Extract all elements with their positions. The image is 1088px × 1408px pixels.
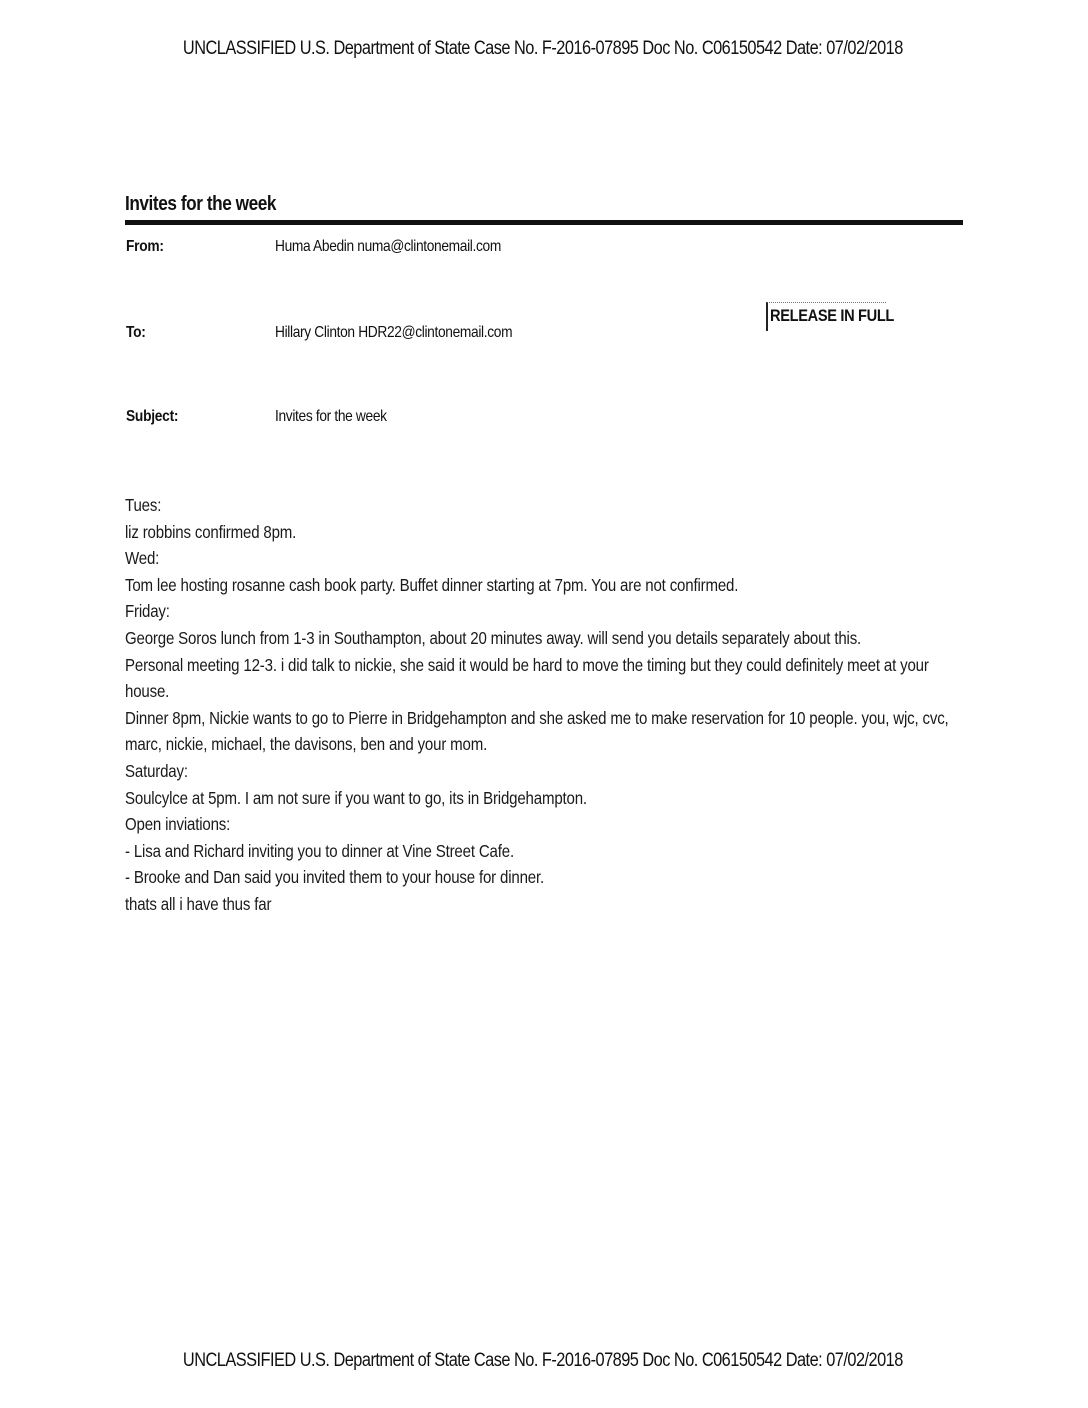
body-line: Dinner 8pm, Nickie wants to go to Pierre in Bridgehampton and she asked me to make reservation for 10 people. you, wjc, cvc, [125, 707, 949, 728]
classification-banner-top: UNCLASSIFIED U.S. Department of State Case No. F-2016-07895 Doc No. C06150542 Date: 07/02/2018 [182, 38, 903, 59]
subject-value: Invites for the week [275, 408, 387, 425]
body-line: Tues: [125, 495, 162, 515]
body-line: Tom lee hosting rosanne cash book party. Buffet dinner starting at 7pm. You are not confirmed. [125, 574, 739, 595]
body-line: Open inviations: [125, 814, 231, 835]
release-stamp [766, 302, 894, 331]
body-line: Soulcylce at 5pm. I am not sure if you want to go, its in Bridgehampton. [125, 787, 587, 808]
email-body [125, 492, 1019, 918]
body-line: Friday: [125, 601, 170, 622]
title-divider [125, 220, 963, 225]
body-line: Personal meeting 12-3. i did talk to nickie, she said it would be hard to move the timing but they could definitely meet at your [125, 654, 929, 675]
body-line: Wed: [125, 548, 160, 569]
body-line: Saturday: [125, 760, 188, 781]
body-line: house. [125, 681, 170, 702]
body-line: - Lisa and Richard inviting you to dinner at Vine Street Cafe. [125, 840, 514, 861]
body-line: marc, nickie, michael, the davisons, ben and your mom. [125, 734, 488, 755]
classification-banner-bottom: UNCLASSIFIED U.S. Department of State Case No. F-2016-07895 Doc No. C06150542 Date: 07/02/2018 [182, 1350, 903, 1371]
to-value: Hillary Clinton HDR22@clintonemail.com [275, 324, 513, 341]
body-line: George Soros lunch from 1-3 in Southampton, about 20 minutes away. will send you details separately about this. [125, 627, 862, 648]
body-line: liz robbins confirmed 8pm. [125, 521, 297, 542]
body-line: - Brooke and Dan said you invited them to your house for dinner. [125, 867, 545, 888]
from-label: From: [126, 238, 164, 255]
to-label: To: [126, 324, 146, 341]
email-title: Invites for the week [125, 193, 277, 215]
subject-label: Subject: [126, 408, 179, 425]
body-line: thats all i have thus far [125, 893, 272, 914]
from-value: Huma Abedin numa@clintonemail.com [275, 238, 501, 255]
release-stamp-label: RELEASE IN FULL [770, 306, 894, 325]
